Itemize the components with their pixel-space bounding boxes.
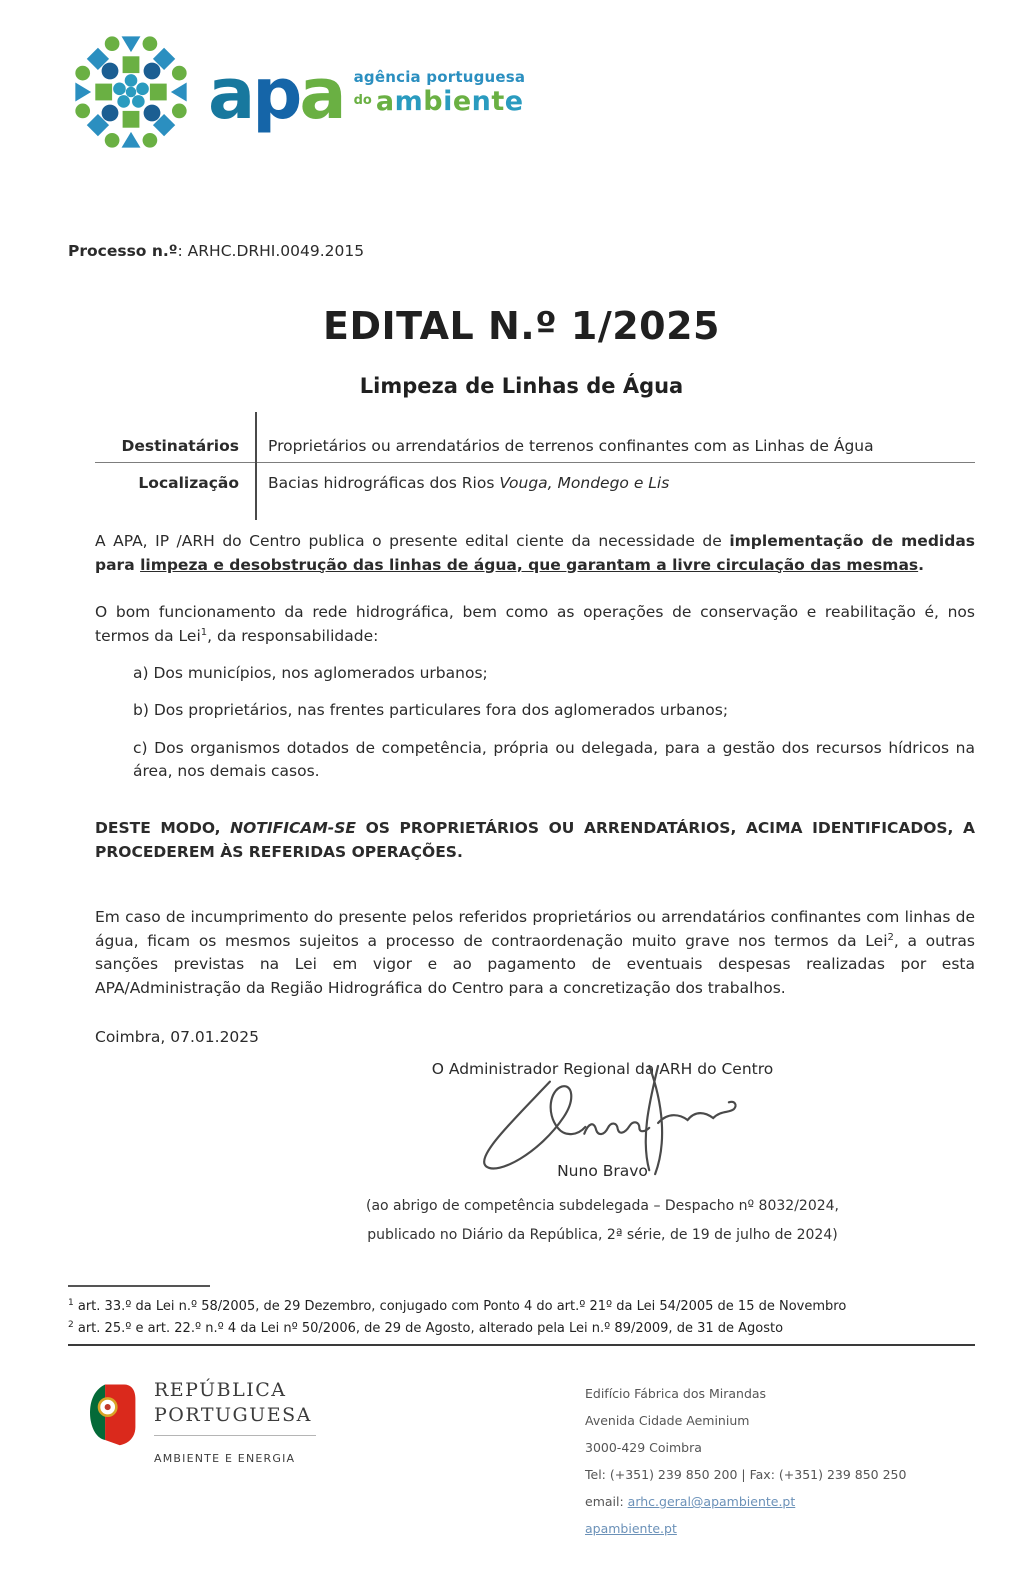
website-link[interactable]: apambiente.pt [585,1521,677,1537]
info-table [95,428,975,502]
signatory-name: Nuno Bravo [557,1162,648,1181]
phone-fax-line: Tel: (+351) 239 850 200 | Fax: (+351) 239 850 250 [585,1467,907,1483]
address-street: Avenida Cidade Aeminium [585,1413,750,1429]
paragraph-responsibility: O bom funcionamento da rede hidrográfica, bem como as operações de conservação e reabilitação é, nos termos da Lei$^1$, da responsabilidade: [95,603,975,645]
info-table-vertical-divider [255,412,257,520]
footnote-ref-1: 1 [200,626,208,638]
apa-mosaic-icon [68,29,194,155]
destinatarios-value: Proprietários ou arrendatários de terrenos confinantes com as Linhas de Água [268,437,874,455]
page-footer [68,1370,975,1570]
table-row [95,428,975,463]
destinatarios-label: Destinatários [121,437,239,455]
website-line [585,1515,906,1542]
footnotes-section [68,1285,975,1346]
localizacao-value: Bacias hidrográficas dos Rios Vouga, Mondego e Lis [268,474,670,492]
gov-logo-text [154,1378,316,1465]
apa-tagline-ambiente: ambiente [375,85,524,117]
footnote-1: $^1$ art. 33.º da Lei n.º 58/2005, de 29 Dezembro, conjugado com Ponto 4 do art.º 21º da Lei 54/2005 de 15 de Novembro [68,1298,847,1315]
paragraph-noncompliance: Em caso de incumprimento do presente pelos referidos proprietários ou arrendatários confinantes com linhas de água, ficam os mesmos sujeitos a processo de contraordenação muito grave nos termos da Lei$^2$, a outras sanções previstas na Lei em vigor e ao pagamento de eventuais despesas realizadas por esta APA/Administração da Região Hidrográfica do Centro para a concretização dos trabalhos. [95,908,975,997]
email-link[interactable]: arhc.geral@apambiente.pt [627,1494,796,1510]
contact-address-block [585,1380,906,1542]
table-row [95,463,975,502]
list-item: c) Dos organismos dotados de competência, própria ou delegada, para a gestão dos recursos hídricos na área, nos demais casos. [133,738,975,780]
footnote-ref-2: 2 [887,931,894,943]
gov-logo-line2: PORTUGUESA [154,1403,312,1426]
apa-tagline [354,69,526,116]
gov-logo-department: AMBIENTE E ENERGIA [154,1452,296,1466]
footnote-2: $^2$ art. 25.º e art. 22.º n.º 4 da Lei nº 50/2006, de 29 de Agosto, alterado pela Lei n.º 89/2009, de 31 de Agosto [68,1320,784,1337]
republica-portuguesa-logo [86,1378,316,1465]
email-line: email: arhc.geral@apambiente.pt [585,1494,796,1510]
process-number-line [68,242,975,260]
page-title: EDITAL N.º 1/2025 [323,304,720,348]
subdelegation-line2: publicado no Diário da República, 2ª série, de 19 de julho de 2024) [367,1227,838,1244]
apa-tagline-line2: $^{do}$ ambiente [353,85,524,117]
list-item: a) Dos municípios, nos aglomerados urbanos; [133,664,488,683]
portugal-flag-icon [86,1378,138,1450]
list-item: b) Dos proprietários, nas frentes particulares fora dos aglomerados urbanos; [133,701,729,720]
date-line: Coimbra, 07.01.2025 [95,1028,260,1047]
apa-tagline-line1: agência portuguesa [353,68,526,87]
river-names: Vouga, Mondego e Lis [499,474,670,492]
signature-block [230,1060,975,1243]
gov-logo-divider [154,1435,316,1436]
process-value: : ARHC.DRHI.0049.2015 [177,242,365,260]
address-city: 3000-429 Coimbra [585,1440,702,1456]
apa-logo [68,28,975,156]
apa-wordmark: apa [208,52,344,135]
responsibility-list [133,662,975,783]
localizacao-label: Localização [138,474,239,492]
signatory-role: O Administrador Regional da ARH do Centro [431,1060,774,1079]
address-building: Edifício Fábrica dos Mirandas [585,1386,767,1402]
notification-notice: DESTE MODO, NOTIFICAM-SE OS PROPRIETÁRIOS OU ARRENDATÁRIOS, ACIMA IDENTIFICADOS, A PROCEDEREM ÀS REFERIDAS OPERAÇÕES. [95,819,976,861]
gov-logo-line1: REPÚBLICA [154,1379,287,1402]
paragraph-intro: A APA, IP /ARH do Centro publica o presente edital ciente da necessidade de implementação de medidas para limpeza e desobstrução das linhas de água, que garantam a livre circulação das mesmas. [95,532,976,574]
footer-rule [68,1344,975,1346]
footnote-separator [68,1285,210,1287]
page-subtitle: Limpeza de Linhas de Água [359,374,684,398]
subdelegation-line1: (ao abrigo de competência subdelegada – Despacho nº 8032/2024, [366,1198,839,1215]
process-label: Processo n.º [68,242,178,260]
